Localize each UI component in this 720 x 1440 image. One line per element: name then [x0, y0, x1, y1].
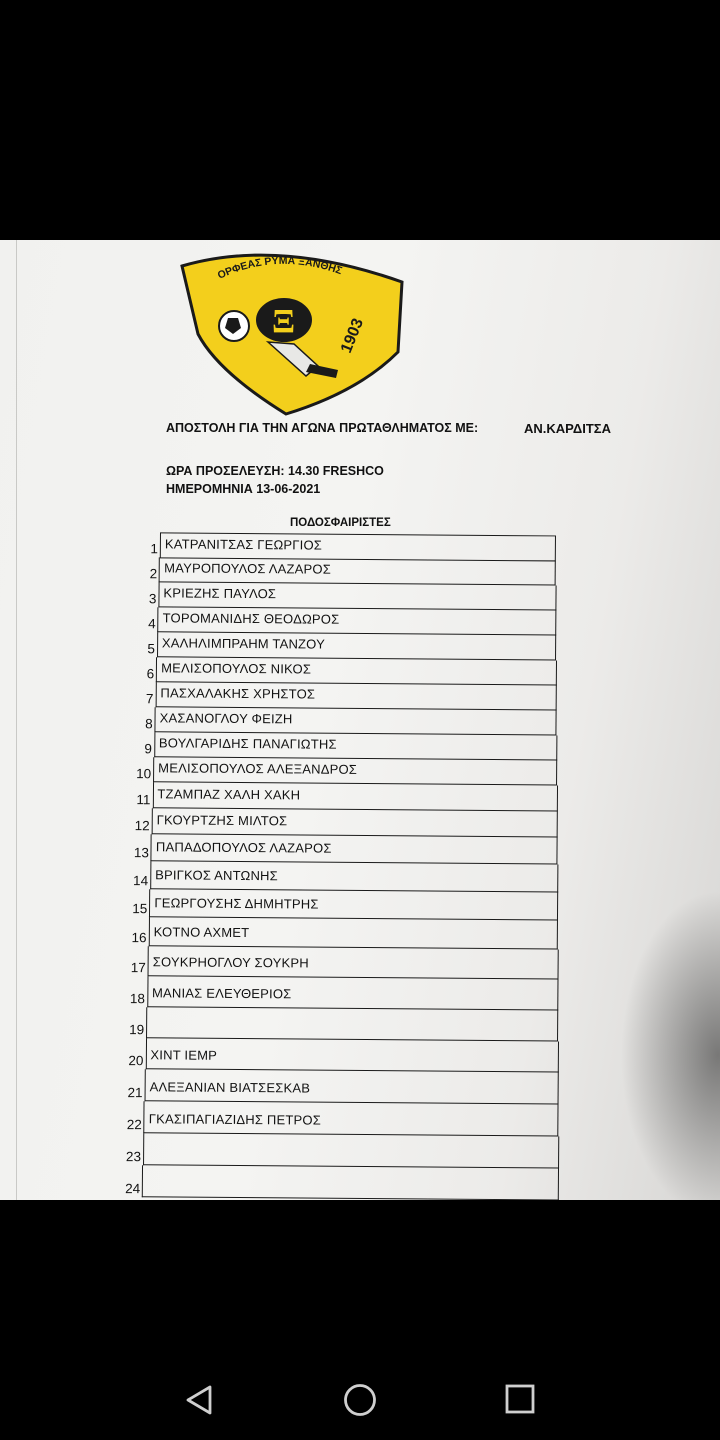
- table-row: [106, 917, 546, 949]
- row-number: 18: [129, 991, 146, 1007]
- navigation-bar: [0, 1200, 720, 1440]
- table-row: [116, 607, 556, 635]
- row-number: 22: [126, 1117, 142, 1133]
- players-heading: ΠΟΔΟΣΦΑΙΡΙΣΤΕΣ: [290, 517, 391, 529]
- opponent: ΑΝ.ΚΑΡΔΙΤΣΑ: [524, 421, 611, 436]
- club-logo: [178, 242, 408, 417]
- row-number: 12: [134, 818, 150, 834]
- player-name: ΤΟΡΟΜΑΝΙΔΗΣ ΘΕΟΔΩΡΟΣ: [162, 610, 340, 627]
- row-number: 14: [133, 873, 149, 889]
- title-line: ΑΠΟΣΤΟΛΗ ΓΙΑ ΤΗΝ ΑΓΩΝΑ ΠΡΩΤΑΘΛΗΜΑΤΟΣ ΜΕ:: [166, 421, 479, 435]
- player-name: ΓΚΟΥΡΤΖΗΣ ΜΙΛΤΟΣ: [156, 812, 288, 829]
- table-row: [101, 1133, 541, 1168]
- player-name: ΠΑΣΧΑΛΑΚΗΣ ΧΡΗΣΤΟΣ: [160, 685, 316, 702]
- table-row: [117, 557, 557, 585]
- player-name: ΤΖΑΜΠΑΖ ΧΑΛΗ ΧΑΚΗ: [157, 786, 301, 803]
- table-row: [106, 946, 546, 979]
- player-cell: [154, 732, 557, 760]
- row-number: 3: [148, 591, 157, 607]
- table-row: [107, 889, 547, 920]
- player-cell: [156, 657, 557, 685]
- player-cell: [149, 889, 558, 920]
- table-row: [100, 1165, 540, 1200]
- arrival-time: ΩΡΑ ΠΡΟΣΕΛΕΥΣΗ: 14.30 FRESHCO: [166, 464, 384, 478]
- table-row: [103, 1038, 543, 1072]
- table-row: [110, 782, 550, 811]
- table-row: [110, 808, 550, 837]
- back-triangle-icon[interactable]: [184, 1384, 216, 1416]
- player-cell: [150, 861, 558, 892]
- svg-text:1903: 1903: [337, 316, 368, 356]
- player-name: ΜΑΝΙΑΣ ΕΛΕΥΘΕΡΙΟΣ: [151, 985, 292, 1002]
- table-row: [114, 657, 554, 685]
- player-cell: [151, 834, 558, 864]
- player-cell: [148, 917, 558, 949]
- player-cell: [144, 1101, 559, 1136]
- player-cell: [143, 1133, 559, 1168]
- player-name: ΜΑΥΡΟΠΟΥΛΟΣ ΛΑΖΑΡΟΣ: [164, 560, 332, 577]
- player-cell: [147, 976, 559, 1010]
- table-row: [109, 834, 549, 864]
- player-name: ΑΛΕΞΑΝΙΑΝ ΒΙΑΤΣΕΣΚΑΒ: [149, 1079, 311, 1096]
- table-row: [103, 1069, 543, 1104]
- row-number: 16: [131, 930, 147, 946]
- row-number: 8: [145, 716, 153, 732]
- row-number: 9: [144, 741, 152, 757]
- player-name: ΚΑΤΡΑΝΙΤΣΑΣ ΓΕΩΡΓΙΟΣ: [164, 536, 323, 553]
- player-name: ΚΟΤΝΟ ΑΧΜΕΤ: [153, 924, 250, 941]
- player-cell: [152, 808, 558, 837]
- player-name: ΚΡΙΕΖΗΣ ΠΑΥΛΟΣ: [163, 585, 277, 602]
- player-cell: [153, 757, 557, 785]
- row-number: 24: [125, 1181, 141, 1197]
- row-number: 10: [136, 766, 152, 782]
- player-name: ΧΑΛΗΛΙΜΠΡΑΗΜ ΤΑΝΖΟΥ: [161, 635, 326, 652]
- player-cell: [148, 946, 559, 979]
- row-number: 2: [149, 566, 158, 582]
- table-row: [111, 757, 551, 785]
- row-number: 13: [133, 845, 149, 861]
- table-row: [105, 976, 545, 1010]
- row-number: 4: [148, 616, 156, 632]
- player-cell: [155, 707, 557, 735]
- player-cell: [158, 582, 556, 610]
- row-number: 5: [147, 641, 155, 657]
- row-number: 21: [127, 1085, 143, 1101]
- row-number: 15: [132, 901, 148, 917]
- table-row: [104, 1007, 544, 1041]
- player-cell: [157, 632, 557, 660]
- player-cell: [142, 1165, 559, 1200]
- table-row: [113, 707, 553, 735]
- table-row: [113, 682, 553, 710]
- player-name: ΣΟΥΚΡΗΟΓΛΟΥ ΣΟΥΚΡΗ: [152, 954, 309, 971]
- player-name: ΧΑΣΑΝΟΓΛΟΥ ΦΕΙΖΗ: [159, 710, 293, 727]
- player-name: ΓΚΑΣΙΠΑΓΙΑΖΙΔΗΣ ΠΕΤΡΟΣ: [148, 1111, 322, 1128]
- table-row: [102, 1101, 542, 1136]
- home-circle-icon[interactable]: [342, 1384, 378, 1420]
- player-name: ΒΡΙΓΚΟΣ ΑΝΤΩΝΗΣ: [155, 867, 278, 884]
- shadow: [620, 890, 720, 1200]
- table-row: [116, 582, 556, 610]
- row-number: 19: [129, 1022, 145, 1038]
- document-photo: [0, 240, 720, 1200]
- match-date: ΗΜΕΡΟΜΗΝΙΑ 13-06-2021: [166, 482, 321, 496]
- table-row: [108, 861, 548, 892]
- player-cell: [146, 1007, 558, 1041]
- table-row: [115, 632, 555, 660]
- row-number: 17: [130, 960, 146, 976]
- row-number: 11: [136, 792, 151, 808]
- row-number: 7: [145, 691, 154, 707]
- recents-square-icon[interactable]: [504, 1384, 536, 1416]
- player-name: ΜΕΛΙΣΟΠΟΥΛΟΣ ΑΛΕΞΑΝΔΡΟΣ: [158, 760, 358, 777]
- svg-text:Ξ: Ξ: [272, 303, 296, 340]
- player-cell: [155, 682, 557, 710]
- row-number: 1: [150, 541, 158, 557]
- player-name: ΧΙΝΤ ΙΕΜΡ: [150, 1047, 218, 1063]
- row-number: 20: [128, 1053, 144, 1069]
- table-row: [112, 732, 552, 760]
- player-name: ΜΕΛΙΣΟΠΟΥΛΟΣ ΝΙΚΟΣ: [161, 660, 312, 677]
- player-name: ΒΟΥΛΓΑΡΙΔΗΣ ΠΑΝΑΓΙΩΤΗΣ: [158, 735, 337, 752]
- players-table: [113, 532, 588, 1200]
- row-number: 23: [125, 1149, 142, 1165]
- svg-text:ΟΡΦΕΑΣ ΡΥΜΑ ΞΑΝΘΗΣ: ΟΡΦΕΑΣ ΡΥΜΑ ΞΑΝΘΗΣ: [215, 254, 344, 282]
- player-name: ΓΕΩΡΓΟΥΣΗΣ ΔΗΜΗΤΡΗΣ: [154, 895, 319, 912]
- player-cell: [145, 1038, 558, 1072]
- player-name: ΠΑΠΑΔΟΠΟΥΛΟΣ ΛΑΖΑΡΟΣ: [155, 839, 332, 856]
- binder-edge: [0, 240, 17, 1200]
- player-cell: [158, 607, 557, 635]
- player-cell: [145, 1069, 559, 1104]
- row-number: 6: [146, 666, 155, 682]
- player-cell: [152, 782, 557, 811]
- player-cell: [159, 557, 556, 585]
- table-row: [118, 532, 558, 560]
